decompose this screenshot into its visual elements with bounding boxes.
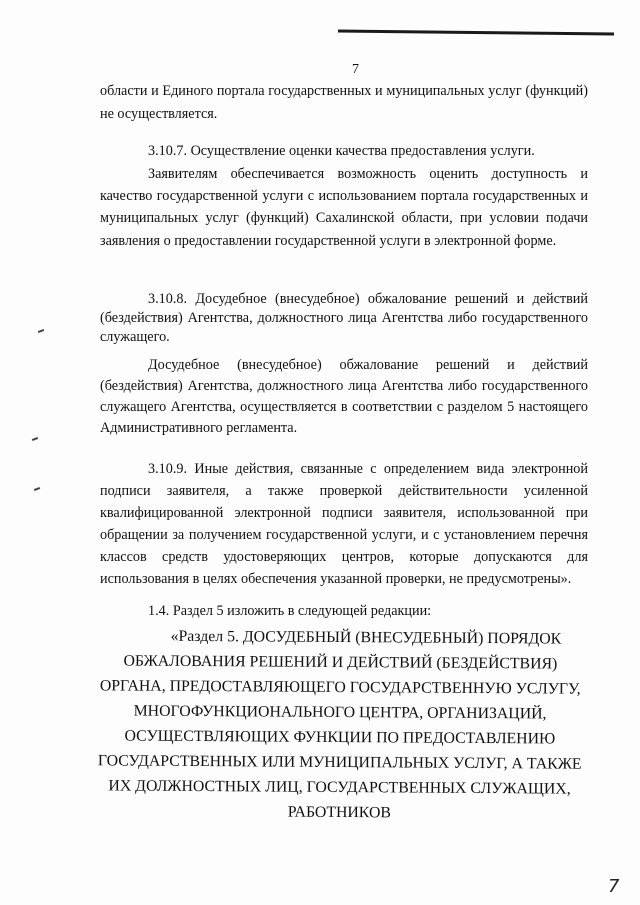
- section-5-heading-line-1: «Раздел 5. ДОСУДЕБНЫЙ (ВНЕСУДЕБНЫЙ) ПОРЯДОК: [170, 627, 562, 648]
- section-5-heading-rest: ОБЖАЛОВАНИЯ РЕШЕНИЙ И ДЕЙСТВИЙ (БЕЗДЕЙСТВИЯ) ОРГАНА, ПРЕДОСТАВЛЯЮЩЕГО ГОСУДАРСТВЕННУЮ УСЛУГУ, МНОГОФУНКЦИОНАЛЬНОГО ЦЕНТРА, ОРГАНИЗАЦИЙ, ОСУЩЕСТВЛЯЮЩИХ ФУНКЦИИ ПО ПРЕДОСТАВЛЕНИЮ ГОСУДАРСТВЕННЫХ ИЛИ МУНИЦИПАЛЬНЫХ УСЛУГ, А ТАКЖЕ ИХ ДОЛЖНОСТНЫХ ЛИЦ, ГОСУДАРСТВЕННЫХ СЛУЖАЩИХ, РАБОТНИКОВ: [97, 652, 582, 822]
- paragraph-appeal: Досудебное (внесудебное) обжалование решений и действий (бездействия) Агентства, должностного лица Агентства либо государственного служащего Агентства, осуществляется в соответствии с разделом 5 настоящего Административного регламента.: [100, 357, 588, 436]
- paragraph-3-10-8: 3.10.8. Досудебное (внесудебное) обжалование решений и действий (бездействия) Агентства, должностного лица Агентства либо государственного служащего.: [100, 291, 588, 345]
- scan-speck: [34, 487, 40, 491]
- header-rule: [338, 30, 614, 36]
- handwritten-page-mark: 7: [608, 876, 620, 897]
- paragraph-3-10-9: 3.10.9. Иные действия, связанные с определением вида электронной подписи заявителя, а также проверкой действительности усиленной квалифицированной электронной подписи заявителя, использованной при обращении за получением государственной услуги, и с установлением перечня классов средств удостоверяющих центров, которые допускаются для использования в целях обеспечения указанной проверки, не предусмотрены».: [100, 461, 588, 587]
- paragraph-1-4: 1.4. Раздел 5 изложить в следующей редакции:: [148, 603, 432, 619]
- section-5-heading: [89, 623, 590, 826]
- paragraph-continuation: области и Единого портала государственных и муниципальных услуг (функций) не осуществляется.: [100, 83, 588, 122]
- paragraph-3-10-7: 3.10.7. Осуществление оценки качества предоставления услуги.: [148, 143, 535, 159]
- paragraph-quality-assessment: Заявителям обеспечивается возможность оценить доступность и качество государственной услуги с использованием портала государственных и муниципальных услуг (функций) Сахалинской области, при условии подачи заявления о предоставлении государственной услуги в электронной форме.: [100, 166, 588, 249]
- scan-speck: [32, 437, 38, 441]
- scan-speck: [38, 329, 44, 333]
- page-number: 7: [352, 62, 359, 77]
